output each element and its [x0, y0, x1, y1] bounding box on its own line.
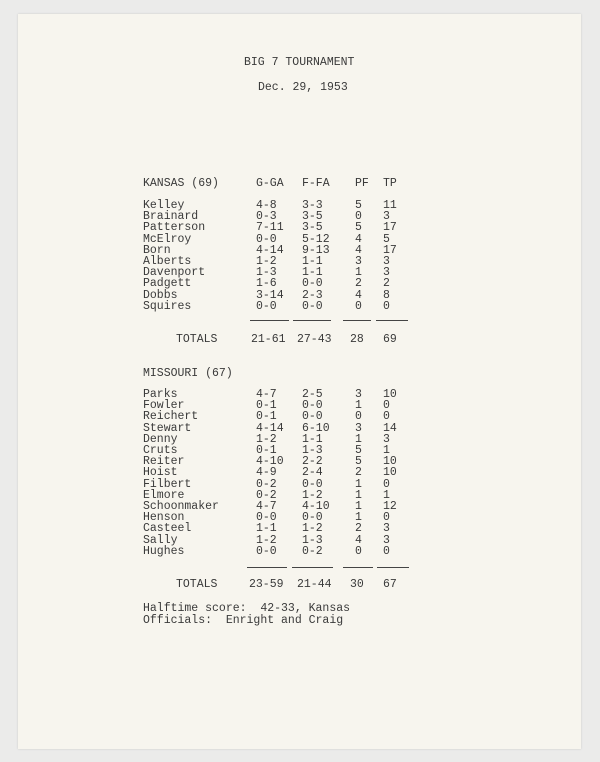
- player-gga: 1-6: [256, 277, 277, 291]
- missouri-rule-pf: [343, 567, 373, 568]
- player-name: Squires: [143, 299, 192, 313]
- player-ffa: 0-0: [302, 477, 323, 491]
- missouri-heading: MISSOURI (67): [143, 367, 233, 380]
- player-ffa: 3-5: [302, 221, 323, 235]
- player-name: Denny: [143, 432, 178, 446]
- officials: Officials: Enright and Craig: [143, 614, 344, 627]
- player-gga: 0-2: [256, 477, 277, 491]
- missouri-totals-pf: 30: [350, 578, 364, 591]
- player-ffa: 1-1: [302, 432, 323, 446]
- player-name: Reiter: [143, 455, 185, 469]
- kansas-totals-gga: 21-61: [251, 333, 286, 346]
- player-pf: 3: [355, 421, 362, 435]
- player-pf: 4: [355, 243, 362, 257]
- page-title: BIG 7 TOURNAMENT: [244, 56, 355, 69]
- player-pf: 1: [355, 477, 362, 491]
- player-pf: 4: [355, 288, 362, 302]
- player-gga: 0-3: [256, 210, 277, 224]
- player-gga: 0-1: [256, 410, 277, 424]
- col-header-ffa: F-FA: [302, 177, 330, 190]
- player-ffa: 1-1: [302, 255, 323, 268]
- player-tp: 2: [383, 277, 390, 291]
- player-name: Reichert: [143, 410, 199, 424]
- player-pf: 1: [355, 432, 362, 446]
- player-pf: 2: [355, 466, 362, 480]
- player-tp: 10: [383, 455, 397, 469]
- player-name: Elmore: [143, 488, 185, 502]
- player-pf: 1: [355, 488, 362, 502]
- col-header-pf: PF: [355, 177, 369, 190]
- player-ffa: 2-5: [302, 388, 323, 401]
- player-ffa: 1-1: [302, 266, 323, 280]
- player-gga: 4-8: [256, 199, 277, 212]
- player-pf: 1: [355, 399, 362, 413]
- player-tp: 0: [383, 399, 390, 413]
- kansas-heading: KANSAS (69): [143, 177, 219, 190]
- kansas-totals-ffa: 27-43: [297, 333, 332, 346]
- player-tp: 1: [383, 488, 390, 502]
- player-gga: 4-14: [256, 243, 284, 257]
- player-pf: 2: [355, 522, 362, 536]
- player-gga: 0-0: [256, 232, 277, 246]
- player-name: Padgett: [143, 277, 192, 291]
- player-pf: 5: [355, 444, 362, 457]
- kansas-rule-gga: [250, 320, 289, 321]
- player-ffa: 2-2: [302, 455, 323, 469]
- missouri-totals-gga: 23-59: [249, 578, 284, 591]
- player-pf: 3: [355, 255, 362, 268]
- player-gga: 0-0: [256, 544, 277, 558]
- player-tp: 12: [383, 500, 397, 513]
- player-tp: 14: [383, 421, 397, 435]
- player-tp: 3: [383, 255, 390, 268]
- player-tp: 5: [383, 232, 390, 246]
- col-header-tp: TP: [383, 177, 397, 190]
- player-name: Stewart: [143, 421, 192, 435]
- player-ffa: 4-10: [302, 500, 330, 513]
- player-name: Hughes: [143, 544, 185, 558]
- player-ffa: 1-2: [302, 522, 323, 536]
- player-pf: 4: [355, 533, 362, 547]
- kansas-rule-tp: [376, 320, 408, 321]
- player-tp: 3: [383, 522, 390, 536]
- player-tp: 17: [383, 221, 397, 235]
- player-gga: 0-1: [256, 444, 277, 457]
- player-tp: 3: [383, 210, 390, 224]
- kansas-rule-pf: [343, 320, 371, 321]
- player-ffa: 9-13: [302, 243, 330, 257]
- missouri-totals-tp: 67: [383, 578, 397, 591]
- player-name: Born: [143, 243, 171, 257]
- player-pf: 0: [355, 410, 362, 424]
- player-gga: 1-1: [256, 522, 277, 536]
- player-gga: 0-2: [256, 488, 277, 502]
- player-name: Filbert: [143, 477, 192, 491]
- player-name: Cruts: [143, 444, 178, 457]
- player-name: Henson: [143, 511, 185, 525]
- player-name: Dobbs: [143, 288, 178, 302]
- player-name: Patterson: [143, 221, 206, 235]
- player-ffa: 5-12: [302, 232, 330, 246]
- player-ffa: 1-3: [302, 444, 323, 457]
- col-header-gga: G-GA: [256, 177, 284, 190]
- missouri-rule-ffa: [292, 567, 333, 568]
- kansas-totals-pf: 28: [350, 333, 364, 346]
- player-tp: 10: [383, 388, 397, 401]
- player-pf: 5: [355, 455, 362, 469]
- player-gga: 4-7: [256, 388, 277, 401]
- missouri-rule-gga: [247, 567, 287, 568]
- player-ffa: 0-0: [302, 410, 323, 424]
- player-tp: 3: [383, 266, 390, 280]
- player-gga: 4-10: [256, 455, 284, 469]
- player-gga: 4-9: [256, 466, 277, 480]
- player-tp: 8: [383, 288, 390, 302]
- player-ffa: 3-5: [302, 210, 323, 224]
- player-ffa: 1-2: [302, 488, 323, 502]
- player-pf: 0: [355, 299, 362, 313]
- player-name: Fowler: [143, 399, 185, 413]
- player-gga: 0-1: [256, 399, 277, 413]
- document-page: [18, 14, 581, 749]
- player-ffa: 0-0: [302, 511, 323, 525]
- player-ffa: 1-3: [302, 533, 323, 547]
- player-gga: 0-0: [256, 511, 277, 525]
- player-tp: 0: [383, 299, 390, 313]
- player-gga: 7-11: [256, 221, 284, 235]
- kansas-rule-ffa: [293, 320, 331, 321]
- player-ffa: 2-4: [302, 466, 323, 480]
- player-ffa: 0-0: [302, 399, 323, 413]
- player-tp: 0: [383, 410, 390, 424]
- player-pf: 5: [355, 221, 362, 235]
- player-tp: 11: [383, 199, 397, 212]
- player-tp: 3: [383, 533, 390, 547]
- player-name: Alberts: [143, 255, 192, 268]
- player-pf: 1: [355, 500, 362, 513]
- player-ffa: 0-2: [302, 544, 323, 558]
- player-gga: 1-2: [256, 255, 277, 268]
- player-ffa: 0-0: [302, 277, 323, 291]
- player-name: Kelley: [143, 199, 185, 212]
- player-pf: 1: [355, 266, 362, 280]
- kansas-totals-label: TOTALS: [176, 333, 218, 346]
- player-gga: 3-14: [256, 288, 284, 302]
- player-gga: 1-2: [256, 533, 277, 547]
- player-tp: 0: [383, 544, 390, 558]
- player-pf: 3: [355, 388, 362, 401]
- player-pf: 0: [355, 544, 362, 558]
- player-name: Sally: [143, 533, 178, 547]
- player-pf: 0: [355, 210, 362, 224]
- game-date: Dec. 29, 1953: [258, 81, 348, 94]
- player-tp: 0: [383, 511, 390, 525]
- player-pf: 5: [355, 199, 362, 212]
- player-tp: 3: [383, 432, 390, 446]
- player-name: Davenport: [143, 266, 206, 280]
- player-name: McElroy: [143, 232, 192, 246]
- player-tp: 10: [383, 466, 397, 480]
- player-name: Casteel: [143, 522, 192, 536]
- player-tp: 17: [383, 243, 397, 257]
- player-ffa: 6-10: [302, 421, 330, 435]
- player-pf: 4: [355, 232, 362, 246]
- player-name: Brainard: [143, 210, 199, 224]
- player-name: Hoist: [143, 466, 178, 480]
- player-gga: 1-2: [256, 432, 277, 446]
- player-ffa: 3-3: [302, 199, 323, 212]
- missouri-totals-ffa: 21-44: [297, 578, 332, 591]
- player-gga: 4-14: [256, 421, 284, 435]
- player-pf: 2: [355, 277, 362, 291]
- missouri-rule-tp: [377, 567, 409, 568]
- player-name: Schoonmaker: [143, 500, 219, 513]
- player-tp: 0: [383, 477, 390, 491]
- player-gga: 1-3: [256, 266, 277, 280]
- player-ffa: 2-3: [302, 288, 323, 302]
- player-tp: 1: [383, 444, 390, 457]
- kansas-totals-tp: 69: [383, 333, 397, 346]
- missouri-totals-label: TOTALS: [176, 578, 218, 591]
- player-ffa: 0-0: [302, 299, 323, 313]
- player-name: Parks: [143, 388, 178, 401]
- player-gga: 4-7: [256, 500, 277, 513]
- player-gga: 0-0: [256, 299, 277, 313]
- halftime-score: Halftime score: 42-33, Kansas: [143, 602, 351, 615]
- player-pf: 1: [355, 511, 362, 525]
